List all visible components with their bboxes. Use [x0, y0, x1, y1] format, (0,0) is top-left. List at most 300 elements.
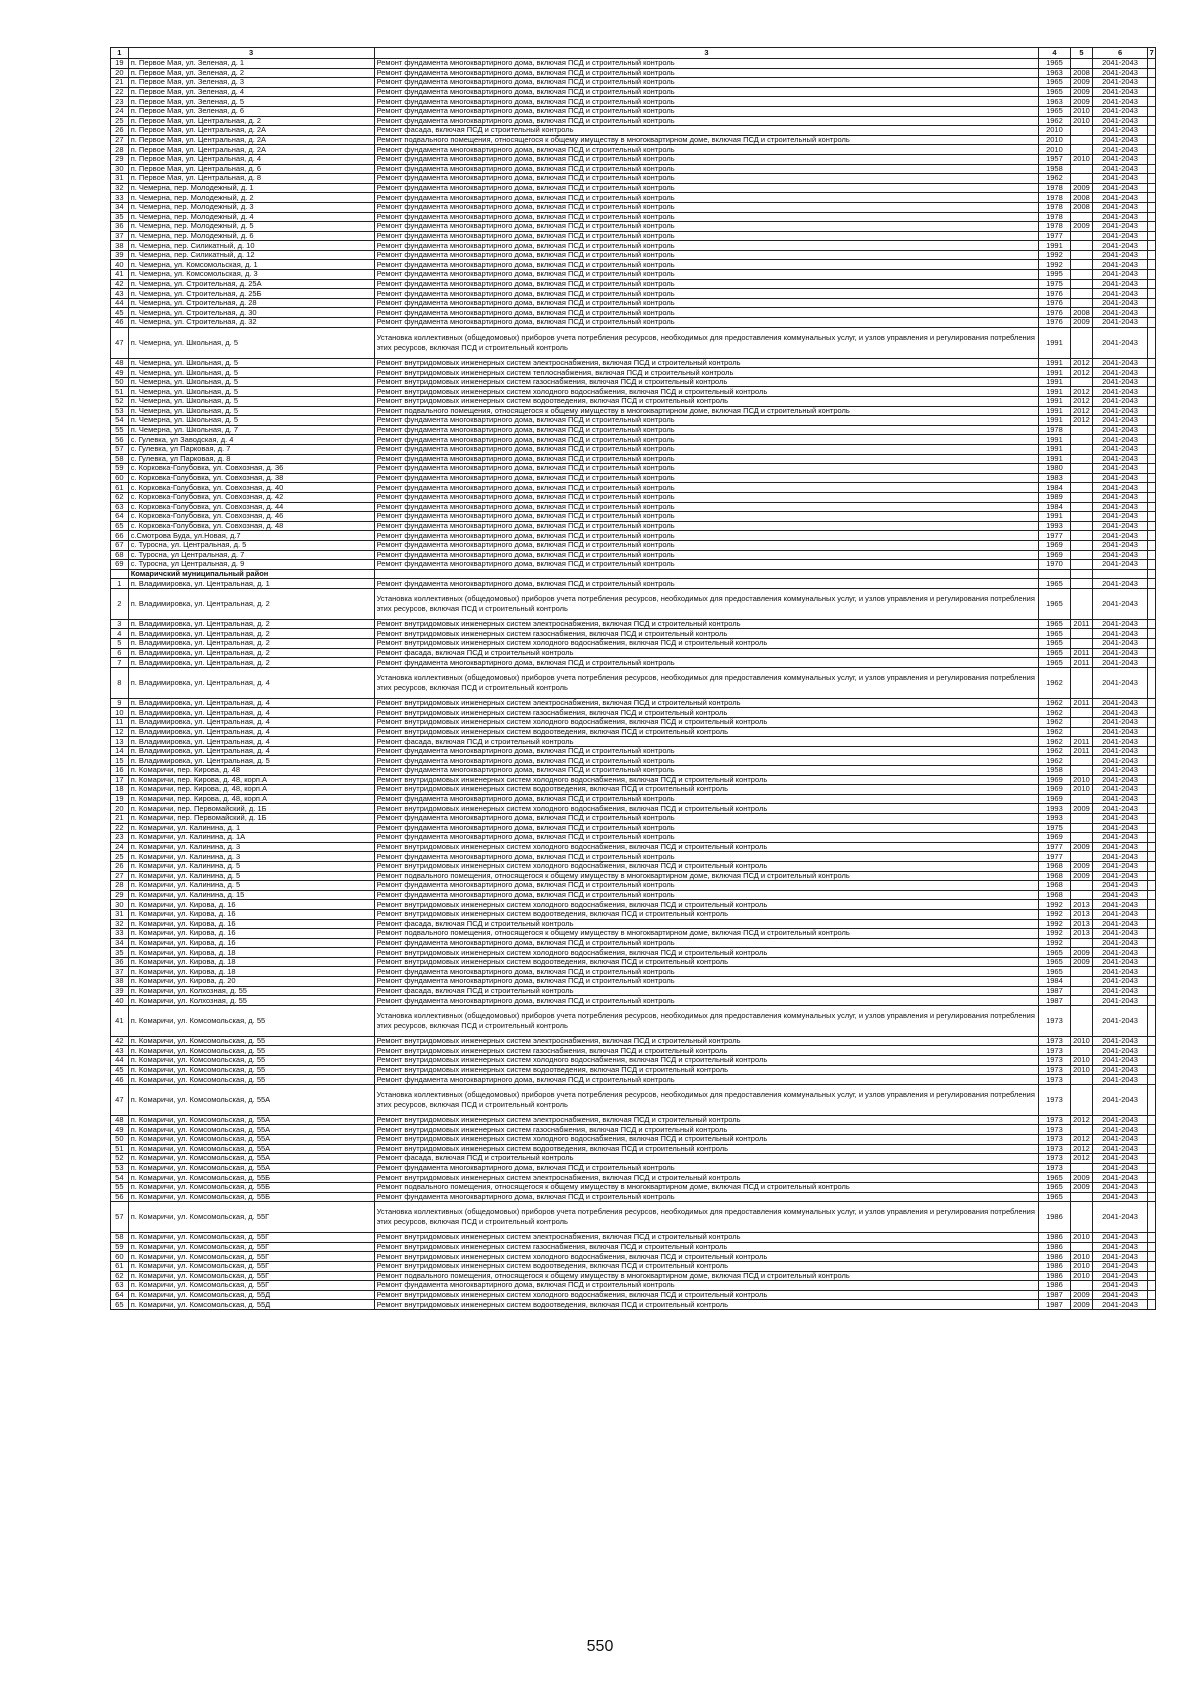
build-year-cell: 1991: [1039, 454, 1070, 464]
build-year-cell: 1965: [1039, 629, 1070, 639]
empty-cell: [1147, 1046, 1155, 1056]
address-cell: п. Комаричи, ул. Комсомольская, д. 55Г: [128, 1261, 374, 1271]
last-repair-year-cell: [1070, 938, 1093, 948]
empty-cell: [1147, 135, 1155, 145]
row-number-cell: 54: [111, 416, 129, 426]
empty-cell: [1147, 967, 1155, 977]
table-row: [111, 454, 1156, 464]
row-number-cell: 19: [111, 59, 129, 69]
row-number-cell: 30: [111, 164, 129, 174]
planned-period-cell: 2041-2043: [1093, 1036, 1147, 1046]
address-cell: п. Владимировка, ул. Центральная, д. 4: [128, 737, 374, 747]
header-cell: 3: [374, 48, 1039, 59]
planned-period-cell: 2041-2043: [1093, 193, 1147, 203]
address-cell: с. Туросна, ул Центральная, д. 7: [128, 550, 374, 560]
header-cell: 6: [1093, 48, 1147, 59]
empty-cell: [1147, 842, 1155, 852]
work-type-cell: Ремонт внутридомовых инженерных систем холодного водоснабжения, включая ПСД и строительный контроль: [374, 1056, 1039, 1066]
empty-cell: [1147, 250, 1155, 260]
planned-period-cell: 2041-2043: [1093, 727, 1147, 737]
work-type-cell: Ремонт фундамента многоквартирного дома, включая ПСД и строительный контроль: [374, 289, 1039, 299]
planned-period-cell: 2041-2043: [1093, 425, 1147, 435]
row-number-cell: 21: [111, 813, 129, 823]
work-type-cell: Ремонт внутридомовых инженерных систем водоотведения, включая ПСД и строительный контроль: [374, 785, 1039, 795]
last-repair-year-cell: [1070, 270, 1093, 280]
last-repair-year-cell: 2009: [1070, 871, 1093, 881]
address-cell: п. Комаричи, ул. Комсомольская, д. 55А: [128, 1144, 374, 1154]
empty-cell: [1147, 308, 1155, 318]
planned-period-cell: 2041-2043: [1093, 1281, 1147, 1291]
planned-period-cell: 2041-2043: [1093, 766, 1147, 776]
planned-period-cell: 2041-2043: [1093, 588, 1147, 619]
work-type-cell: Ремонт фундамента многоквартирного дома, включая ПСД и строительный контроль: [374, 502, 1039, 512]
table-row: [111, 1300, 1156, 1310]
row-number-cell: 7: [111, 658, 129, 668]
empty-cell: [1147, 78, 1155, 88]
empty-cell: [1147, 1075, 1155, 1085]
last-repair-year-cell: [1070, 164, 1093, 174]
table-row: [111, 308, 1156, 318]
header-cell: 5: [1070, 48, 1093, 59]
empty-cell: [1147, 588, 1155, 619]
row-number-cell: 53: [111, 406, 129, 416]
empty-cell: [1147, 512, 1155, 522]
address-cell: с. Гулевка, ул Парковая, д. 7: [128, 444, 374, 454]
empty-cell: [1147, 59, 1155, 69]
build-year-cell: 1993: [1039, 804, 1070, 814]
work-type-cell: Ремонт подвального помещения, относящегося к общему имуществу в многоквартирном доме, включая ПСД и строительный контроль: [374, 929, 1039, 939]
empty-cell: [1147, 1163, 1155, 1173]
planned-period-cell: 2041-2043: [1093, 823, 1147, 833]
empty-cell: [1147, 929, 1155, 939]
row-number-cell: 27: [111, 135, 129, 145]
last-repair-year-cell: 2009: [1070, 804, 1093, 814]
row-number-cell: 36: [111, 222, 129, 232]
planned-period-cell: 2041-2043: [1093, 377, 1147, 387]
row-number-cell: 35: [111, 212, 129, 222]
address-cell: п. Первое Мая, ул. Зеленая, д. 4: [128, 87, 374, 97]
last-repair-year-cell: [1070, 727, 1093, 737]
table-row: [111, 174, 1156, 184]
build-year-cell: 1973: [1039, 1115, 1070, 1125]
work-type-cell: Ремонт фундамента многоквартирного дома, включая ПСД и строительный контроль: [374, 174, 1039, 184]
empty-cell: [1147, 1036, 1155, 1046]
table-row: [111, 473, 1156, 483]
table-row: [111, 1252, 1156, 1262]
work-type-cell: Ремонт фасада, включая ПСД и строительный контроль: [374, 1154, 1039, 1164]
address-cell: п. Чемерна, ул. Школьная, д. 7: [128, 425, 374, 435]
build-year-cell: 1962: [1039, 174, 1070, 184]
last-repair-year-cell: [1070, 521, 1093, 531]
row-number-cell: 57: [111, 1202, 129, 1233]
work-type-cell: Ремонт фундамента многоквартирного дома, включая ПСД и строительный контроль: [374, 250, 1039, 260]
work-type-cell: Ремонт фундамента многоквартирного дома, включая ПСД и строительный контроль: [374, 967, 1039, 977]
address-cell: п. Комаричи, пер. Кирова, д. 48, корп.А: [128, 794, 374, 804]
last-repair-year-cell: 2010: [1070, 1065, 1093, 1075]
build-year-cell: 1986: [1039, 1233, 1070, 1243]
row-number-cell: 59: [111, 464, 129, 474]
row-number-cell: 58: [111, 454, 129, 464]
table-row: [111, 833, 1156, 843]
last-repair-year-cell: 2009: [1070, 957, 1093, 967]
row-number-cell: 60: [111, 473, 129, 483]
table-row: [111, 1084, 1156, 1115]
planned-period-cell: 2041-2043: [1093, 648, 1147, 658]
table-row: [111, 492, 1156, 502]
address-cell: п. Чемерна, ул. Строительная, д. 28: [128, 298, 374, 308]
address-cell: с. Корковка-Голубовка, ул. Совхозная, д. 44: [128, 502, 374, 512]
table-row: [111, 560, 1156, 570]
last-repair-year-cell: [1070, 794, 1093, 804]
last-repair-year-cell: 2010: [1070, 106, 1093, 116]
build-year-cell: 1992: [1039, 938, 1070, 948]
planned-period-cell: 2041-2043: [1093, 135, 1147, 145]
planned-period-cell: 2041-2043: [1093, 1233, 1147, 1243]
table-row: [111, 154, 1156, 164]
last-repair-year-cell: 2011: [1070, 619, 1093, 629]
address-cell: п. Первое Мая, ул. Зеленая, д. 3: [128, 78, 374, 88]
table-row: [111, 698, 1156, 708]
row-number-cell: 30: [111, 900, 129, 910]
last-repair-year-cell: [1070, 492, 1093, 502]
work-type-cell: Ремонт фундамента многоквартирного дома, включая ПСД и строительный контроль: [374, 222, 1039, 232]
table-row: [111, 502, 1156, 512]
work-type-cell: Ремонт фундамента многоквартирного дома, включая ПСД и строительный контроль: [374, 212, 1039, 222]
address-cell: п. Комаричи, пер. Кирова, д. 48, корп.А: [128, 775, 374, 785]
build-year-cell: 1991: [1039, 406, 1070, 416]
empty-cell: [1147, 909, 1155, 919]
build-year-cell: 1991: [1039, 368, 1070, 378]
planned-period-cell: 2041-2043: [1093, 708, 1147, 718]
address-cell: п. Комаричи, ул. Комсомольская, д. 55: [128, 1046, 374, 1056]
planned-period-cell: 2041-2043: [1093, 492, 1147, 502]
build-year-cell: 1991: [1039, 397, 1070, 407]
planned-period-cell: 2041-2043: [1093, 260, 1147, 270]
build-year-cell: 1973: [1039, 1163, 1070, 1173]
table-row: [111, 279, 1156, 289]
address-cell: п. Комаричи, ул. Комсомольская, д. 55А: [128, 1125, 374, 1135]
last-repair-year-cell: 2008: [1070, 202, 1093, 212]
work-type-cell: Ремонт внутридомовых инженерных систем газоснабжения, включая ПСД и строительный контроль: [374, 708, 1039, 718]
row-number-cell: 57: [111, 444, 129, 454]
table-row: [111, 1271, 1156, 1281]
address-cell: с. Корковка-Голубовка, ул. Совхозная, д. 40: [128, 483, 374, 493]
section-empty-cell: [1147, 569, 1155, 579]
row-number-cell: 56: [111, 435, 129, 445]
address-cell: п. Комаричи, ул. Комсомольская, д. 55Г: [128, 1281, 374, 1291]
last-repair-year-cell: 2009: [1070, 1173, 1093, 1183]
row-number-cell: 46: [111, 318, 129, 328]
row-number-cell: 34: [111, 938, 129, 948]
planned-period-cell: 2041-2043: [1093, 1173, 1147, 1183]
empty-cell: [1147, 986, 1155, 996]
build-year-cell: 1993: [1039, 521, 1070, 531]
last-repair-year-cell: 2011: [1070, 698, 1093, 708]
work-type-cell: Ремонт подвального помещения, относящегося к общему имуществу в многоквартирном доме, включая ПСД и строительный контроль: [374, 1182, 1039, 1192]
row-number-cell: 42: [111, 1036, 129, 1046]
build-year-cell: 1957: [1039, 154, 1070, 164]
row-number-cell: 55: [111, 425, 129, 435]
planned-period-cell: 2041-2043: [1093, 540, 1147, 550]
last-repair-year-cell: 2010: [1070, 1056, 1093, 1066]
address-cell: п. Владимировка, ул. Центральная, д. 2: [128, 619, 374, 629]
address-cell: п. Владимировка, ул. Центральная, д. 2: [128, 658, 374, 668]
table-row: [111, 588, 1156, 619]
table-row: [111, 406, 1156, 416]
last-repair-year-cell: [1070, 756, 1093, 766]
empty-cell: [1147, 241, 1155, 251]
planned-period-cell: 2041-2043: [1093, 842, 1147, 852]
work-type-cell: Ремонт внутридомовых инженерных систем водоотведения, включая ПСД и строительный контроль: [374, 1300, 1039, 1310]
row-number-cell: 14: [111, 746, 129, 756]
row-number-cell: 11: [111, 718, 129, 728]
address-cell: п. Владимировка, ул. Центральная, д. 2: [128, 588, 374, 619]
build-year-cell: 1973: [1039, 1065, 1070, 1075]
address-cell: п. Чемерна, ул. Комсомольская, д. 3: [128, 270, 374, 280]
planned-period-cell: 2041-2043: [1093, 1300, 1147, 1310]
last-repair-year-cell: [1070, 59, 1093, 69]
empty-cell: [1147, 1252, 1155, 1262]
work-type-cell: Ремонт фасада, включая ПСД и строительный контроль: [374, 919, 1039, 929]
work-type-cell: Ремонт внутридомовых инженерных систем холодного водоснабжения, включая ПСД и строительный контроль: [374, 842, 1039, 852]
table-row: [111, 881, 1156, 891]
build-year-cell: 1991: [1039, 444, 1070, 454]
row-number-cell: 21: [111, 78, 129, 88]
address-cell: п. Комаричи, ул. Калинина, д. 15: [128, 890, 374, 900]
address-cell: п. Первое Мая, ул. Центральная, д. 2: [128, 116, 374, 126]
address-cell: п. Чемерна, пер. Молодежный, д. 2: [128, 193, 374, 203]
table-row: [111, 164, 1156, 174]
work-type-cell: Ремонт внутридомовых инженерных систем холодного водоснабжения, включая ПСД и строительный контроль: [374, 1290, 1039, 1300]
empty-cell: [1147, 174, 1155, 184]
row-number-cell: 19: [111, 794, 129, 804]
planned-period-cell: 2041-2043: [1093, 164, 1147, 174]
table-body-part2: [111, 579, 1156, 1310]
last-repair-year-cell: [1070, 464, 1093, 474]
last-repair-year-cell: [1070, 279, 1093, 289]
build-year-cell: 1984: [1039, 483, 1070, 493]
planned-period-cell: 2041-2043: [1093, 406, 1147, 416]
table-row: [111, 241, 1156, 251]
build-year-cell: 1973: [1039, 1075, 1070, 1085]
planned-period-cell: 2041-2043: [1093, 106, 1147, 116]
last-repair-year-cell: [1070, 1046, 1093, 1056]
table-row: [111, 619, 1156, 629]
planned-period-cell: 2041-2043: [1093, 397, 1147, 407]
address-cell: п. Комаричи, ул. Комсомольская, д. 55: [128, 1036, 374, 1046]
empty-cell: [1147, 756, 1155, 766]
last-repair-year-cell: [1070, 1202, 1093, 1233]
table-row: [111, 1192, 1156, 1202]
planned-period-cell: 2041-2043: [1093, 1242, 1147, 1252]
work-type-cell: Ремонт фундамента многоквартирного дома, включая ПСД и строительный контроль: [374, 1075, 1039, 1085]
address-cell: п. Комаричи, ул. Кирова, д. 16: [128, 919, 374, 929]
table-row: [111, 1154, 1156, 1164]
row-number-cell: 67: [111, 540, 129, 550]
work-type-cell: Ремонт фундамента многоквартирного дома, включая ПСД и строительный контроль: [374, 78, 1039, 88]
build-year-cell: 1973: [1039, 1056, 1070, 1066]
row-number-cell: 48: [111, 358, 129, 368]
address-cell: п. Комаричи, ул. Кирова, д. 18: [128, 948, 374, 958]
table-row: [111, 1036, 1156, 1046]
last-repair-year-cell: [1070, 241, 1093, 251]
work-type-cell: Ремонт фундамента многоквартирного дома, включая ПСД и строительный контроль: [374, 890, 1039, 900]
table-row: [111, 842, 1156, 852]
last-repair-year-cell: [1070, 629, 1093, 639]
row-number-cell: 5: [111, 639, 129, 649]
build-year-cell: 1958: [1039, 164, 1070, 174]
table-body-part1: [111, 59, 1156, 570]
row-number-cell: 46: [111, 1075, 129, 1085]
planned-period-cell: 2041-2043: [1093, 1005, 1147, 1036]
empty-cell: [1147, 212, 1155, 222]
empty-cell: [1147, 560, 1155, 570]
planned-period-cell: 2041-2043: [1093, 1056, 1147, 1066]
last-repair-year-cell: 2011: [1070, 737, 1093, 747]
table-row: [111, 1115, 1156, 1125]
empty-cell: [1147, 327, 1155, 358]
row-number-cell: 65: [111, 521, 129, 531]
build-year-cell: 1992: [1039, 250, 1070, 260]
planned-period-cell: 2041-2043: [1093, 1271, 1147, 1281]
planned-period-cell: 2041-2043: [1093, 222, 1147, 232]
last-repair-year-cell: 2012: [1070, 1135, 1093, 1145]
empty-cell: [1147, 619, 1155, 629]
planned-period-cell: 2041-2043: [1093, 512, 1147, 522]
table-row: [111, 658, 1156, 668]
build-year-cell: 1963: [1039, 97, 1070, 107]
row-number-cell: 16: [111, 766, 129, 776]
row-number-cell: 52: [111, 1154, 129, 1164]
build-year-cell: 1976: [1039, 318, 1070, 328]
table-row: [111, 318, 1156, 328]
empty-cell: [1147, 823, 1155, 833]
address-cell: п. Первое Мая, ул. Центральная, д. 4: [128, 154, 374, 164]
address-cell: п. Владимировка, ул. Центральная, д. 4: [128, 727, 374, 737]
empty-cell: [1147, 579, 1155, 589]
row-number-cell: 28: [111, 145, 129, 155]
last-repair-year-cell: 2009: [1070, 861, 1093, 871]
address-cell: п. Чемерна, пер. Молодежный, д. 3: [128, 202, 374, 212]
last-repair-year-cell: [1070, 512, 1093, 522]
row-number-cell: 52: [111, 397, 129, 407]
table-row: [111, 1290, 1156, 1300]
address-cell: п. Комаричи, ул. Кирова, д. 16: [128, 900, 374, 910]
work-type-cell: Ремонт фундамента многоквартирного дома, включая ПСД и строительный контроль: [374, 473, 1039, 483]
address-cell: п. Комаричи, пер. Первомайский, д. 1Б: [128, 804, 374, 814]
table-row: [111, 289, 1156, 299]
empty-cell: [1147, 377, 1155, 387]
work-type-cell: Ремонт внутридомовых инженерных систем электроснабжения, включая ПСД и строительный контроль: [374, 1173, 1039, 1183]
work-type-cell: Ремонт подвального помещения, относящегося к общему имуществу в многоквартирном доме, включая ПСД и строительный контроль: [374, 406, 1039, 416]
empty-cell: [1147, 977, 1155, 987]
empty-cell: [1147, 145, 1155, 155]
planned-period-cell: 2041-2043: [1093, 718, 1147, 728]
build-year-cell: 1965: [1039, 1182, 1070, 1192]
work-type-cell: Ремонт внутридомовых инженерных систем электроснабжения, включая ПСД и строительный контроль: [374, 619, 1039, 629]
row-number-cell: 50: [111, 377, 129, 387]
address-cell: п. Первое Мая, ул. Центральная, д. 6: [128, 164, 374, 174]
table-row: [111, 1125, 1156, 1135]
table-row: [111, 861, 1156, 871]
last-repair-year-cell: 2010: [1070, 1252, 1093, 1262]
empty-cell: [1147, 727, 1155, 737]
document-table-wrapper: [110, 47, 1156, 1310]
build-year-cell: 1962: [1039, 746, 1070, 756]
planned-period-cell: 2041-2043: [1093, 368, 1147, 378]
table-row: [111, 727, 1156, 737]
planned-period-cell: 2041-2043: [1093, 1084, 1147, 1115]
address-cell: с. Корковка-Голубовка, ул. Совхозная, д. 46: [128, 512, 374, 522]
table-row: [111, 97, 1156, 107]
planned-period-cell: 2041-2043: [1093, 289, 1147, 299]
page-number: 550: [586, 1638, 614, 1655]
planned-period-cell: 2041-2043: [1093, 464, 1147, 474]
planned-period-cell: 2041-2043: [1093, 1192, 1147, 1202]
table-row: [111, 212, 1156, 222]
address-cell: п. Чемерна, пер. Молодежный, д. 5: [128, 222, 374, 232]
last-repair-year-cell: [1070, 977, 1093, 987]
table-row: [111, 106, 1156, 116]
address-cell: п. Комаричи, ул. Калинина, д. 5: [128, 871, 374, 881]
build-year-cell: 1991: [1039, 327, 1070, 358]
row-number-cell: 1: [111, 579, 129, 589]
work-type-cell: Ремонт фундамента многоквартирного дома, включая ПСД и строительный контроль: [374, 579, 1039, 589]
table-row: [111, 909, 1156, 919]
address-cell: с. Корковка-Голубовка, ул. Совхозная, д. 36: [128, 464, 374, 474]
table-row: [111, 193, 1156, 203]
table-row: [111, 639, 1156, 649]
last-repair-year-cell: [1070, 667, 1093, 698]
table-row: [111, 919, 1156, 929]
build-year-cell: 1973: [1039, 1135, 1070, 1145]
planned-period-cell: 2041-2043: [1093, 1046, 1147, 1056]
build-year-cell: 1968: [1039, 861, 1070, 871]
planned-period-cell: 2041-2043: [1093, 308, 1147, 318]
planned-period-cell: 2041-2043: [1093, 270, 1147, 280]
planned-period-cell: 2041-2043: [1093, 298, 1147, 308]
last-repair-year-cell: 2012: [1070, 387, 1093, 397]
header-cell: 7: [1147, 48, 1155, 59]
section-row: [111, 569, 1156, 579]
build-year-cell: 1989: [1039, 492, 1070, 502]
planned-period-cell: 2041-2043: [1093, 929, 1147, 939]
build-year-cell: 1973: [1039, 1046, 1070, 1056]
last-repair-year-cell: [1070, 212, 1093, 222]
build-year-cell: 1992: [1039, 260, 1070, 270]
work-type-cell: Ремонт фундамента многоквартирного дома, включая ПСД и строительный контроль: [374, 318, 1039, 328]
planned-period-cell: 2041-2043: [1093, 746, 1147, 756]
table-row: [111, 708, 1156, 718]
section-empty-cell: [1070, 569, 1093, 579]
work-type-cell: Ремонт внутридомовых инженерных систем холодного водоснабжения, включая ПСД и строительный контроль: [374, 948, 1039, 958]
build-year-cell: 1965: [1039, 967, 1070, 977]
row-number-cell: 68: [111, 550, 129, 560]
table-row: [111, 967, 1156, 977]
planned-period-cell: 2041-2043: [1093, 126, 1147, 136]
empty-cell: [1147, 154, 1155, 164]
build-year-cell: 1965: [1039, 106, 1070, 116]
address-cell: п. Комаричи, ул. Комсомольская, д. 55А: [128, 1163, 374, 1173]
work-type-cell: Ремонт фундамента многоквартирного дома, включая ПСД и строительный контроль: [374, 464, 1039, 474]
table-row: [111, 87, 1156, 97]
planned-period-cell: 2041-2043: [1093, 871, 1147, 881]
last-repair-year-cell: [1070, 890, 1093, 900]
build-year-cell: 1986: [1039, 1252, 1070, 1262]
last-repair-year-cell: 2012: [1070, 358, 1093, 368]
work-type-cell: Ремонт фундамента многоквартирного дома, включая ПСД и строительный контроль: [374, 550, 1039, 560]
build-year-cell: 2010: [1039, 135, 1070, 145]
